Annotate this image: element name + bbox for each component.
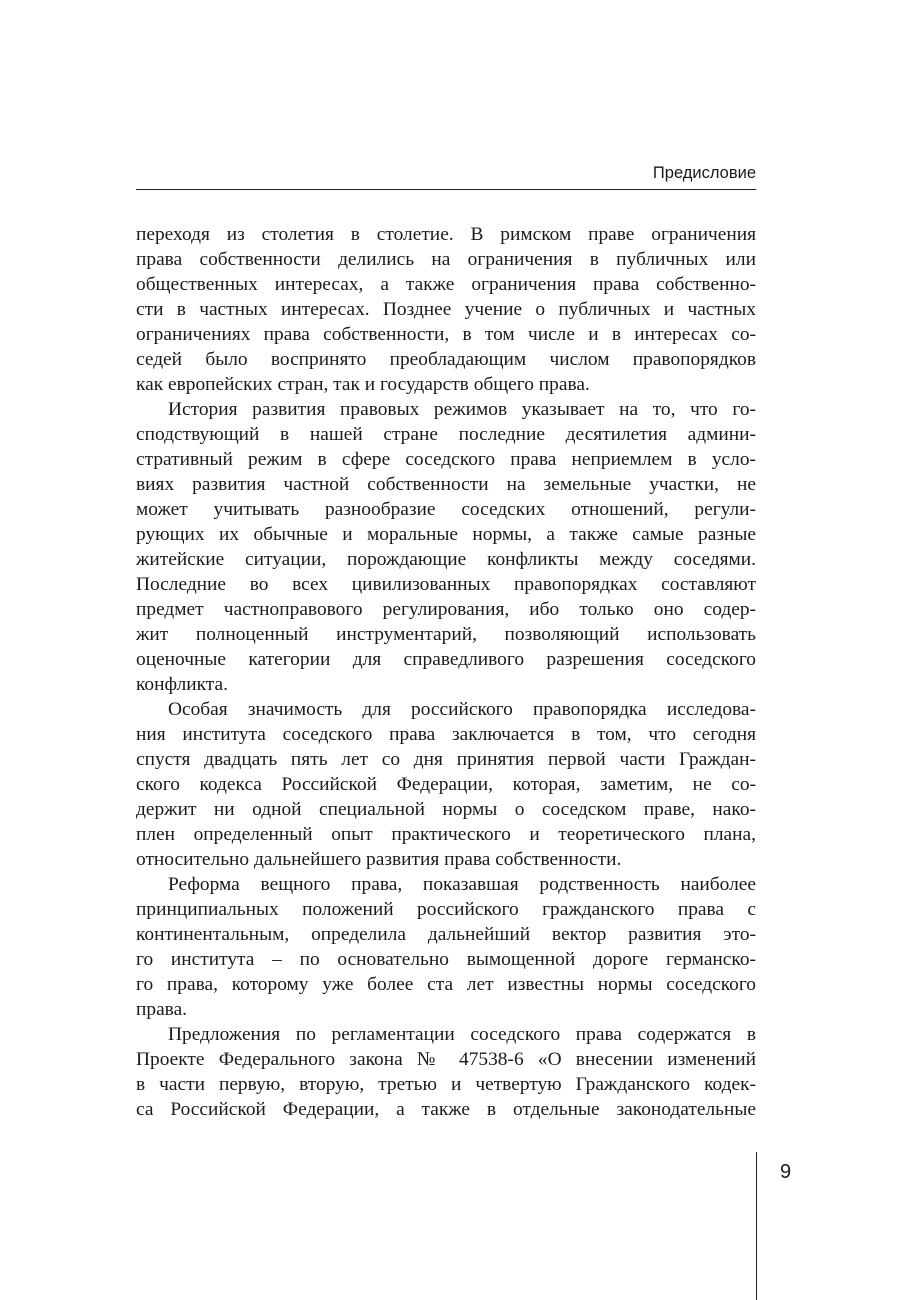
- text-line: конфликта.: [136, 674, 228, 695]
- text-line: го права, которому уже более ста лет известны нормы соседского: [136, 974, 756, 995]
- text-line: общественных интересах, а также ограничения права собственно-: [136, 274, 756, 295]
- text-line: седей было воспринято преобладающим числом правопорядков: [136, 349, 756, 370]
- text-line: континентальным, определила дальнейший вектор развития это-: [136, 924, 756, 945]
- text-line: может учитывать разнообразие соседских отношений, регули-: [136, 499, 756, 520]
- running-title: Предисловие: [652, 164, 756, 182]
- text-line: спустя двадцать пять лет со дня принятия первой части Граждан-: [136, 749, 756, 770]
- text-line: переходя из столетия в столетие. В римском праве ограничения: [136, 224, 756, 245]
- text-line: сподствующий в нашей стране последние десятилетия админи-: [136, 424, 756, 445]
- text-line: Последние во всех цивилизованных правопорядках составляют: [136, 574, 756, 595]
- text-line: как европейских стран, так и государств общего права.: [136, 374, 590, 395]
- text-line: рующих их обычные и моральные нормы, а также самые разные: [136, 524, 756, 545]
- text-line: виях развития частной собственности на земельные участки, не: [136, 474, 756, 495]
- page-number: 9: [780, 1161, 792, 1183]
- text-line: го института – по основательно вымощенной дороге германско-: [136, 949, 756, 970]
- footer-side-rule: [756, 1152, 757, 1300]
- text-line: держит ни одной специальной нормы о соседском праве, нако-: [136, 799, 756, 820]
- text-line: стративный режим в сфере соседского права неприемлем в усло-: [136, 449, 756, 470]
- text-line: права.: [136, 999, 188, 1020]
- text-line: История развития правовых режимов указывает на то, что го-: [168, 399, 756, 420]
- body-text: [136, 222, 756, 1122]
- paragraph: [136, 1022, 756, 1122]
- text-line: са Российской Федерации, а также в отдельные законодательные: [136, 1099, 756, 1120]
- paragraph: [136, 697, 756, 872]
- text-line: в части первую, вторую, третью и четвертую Гражданского кодек-: [136, 1074, 756, 1095]
- paragraph: [136, 222, 756, 397]
- header-rule: [136, 189, 756, 190]
- text-line: принципиальных положений российского гражданского права с: [136, 899, 756, 920]
- text-line: ния института соседского права заключается в том, что сегодня: [136, 724, 756, 745]
- paragraph: [136, 397, 756, 697]
- text-line: Предложения по регламентации соседского права содержатся в: [168, 1024, 756, 1045]
- text-line: Особая значимость для российского правопорядка исследова-: [168, 699, 756, 720]
- paragraph: [136, 872, 756, 1022]
- text-line: Проекте Федерального закона № 47538-6 «О внесении изменений: [136, 1049, 756, 1070]
- text-line: оценочные категории для справедливого разрешения соседского: [136, 649, 756, 670]
- text-line: ского кодекса Российской Федерации, которая, заметим, не со-: [136, 774, 756, 795]
- text-line: предмет частноправового регулирования, ибо только оно содер-: [136, 599, 756, 620]
- text-line: Реформа вещного права, показавшая родственность наиболее: [168, 874, 756, 895]
- text-line: плен определенный опыт практического и теоретического плана,: [136, 824, 756, 845]
- text-line: права собственности делились на ограничения в публичных или: [136, 249, 756, 270]
- text-line: относительно дальнейшего развития права собственности.: [136, 849, 622, 870]
- text-line: жит полноценный инструментарий, позволяющий использовать: [136, 624, 756, 645]
- text-line: ограничениях права собственности, в том числе и в интересах со-: [136, 324, 756, 345]
- text-line: сти в частных интересах. Позднее учение о публичных и частных: [136, 299, 756, 320]
- text-line: житейские ситуации, порождающие конфликты между соседями.: [136, 549, 756, 570]
